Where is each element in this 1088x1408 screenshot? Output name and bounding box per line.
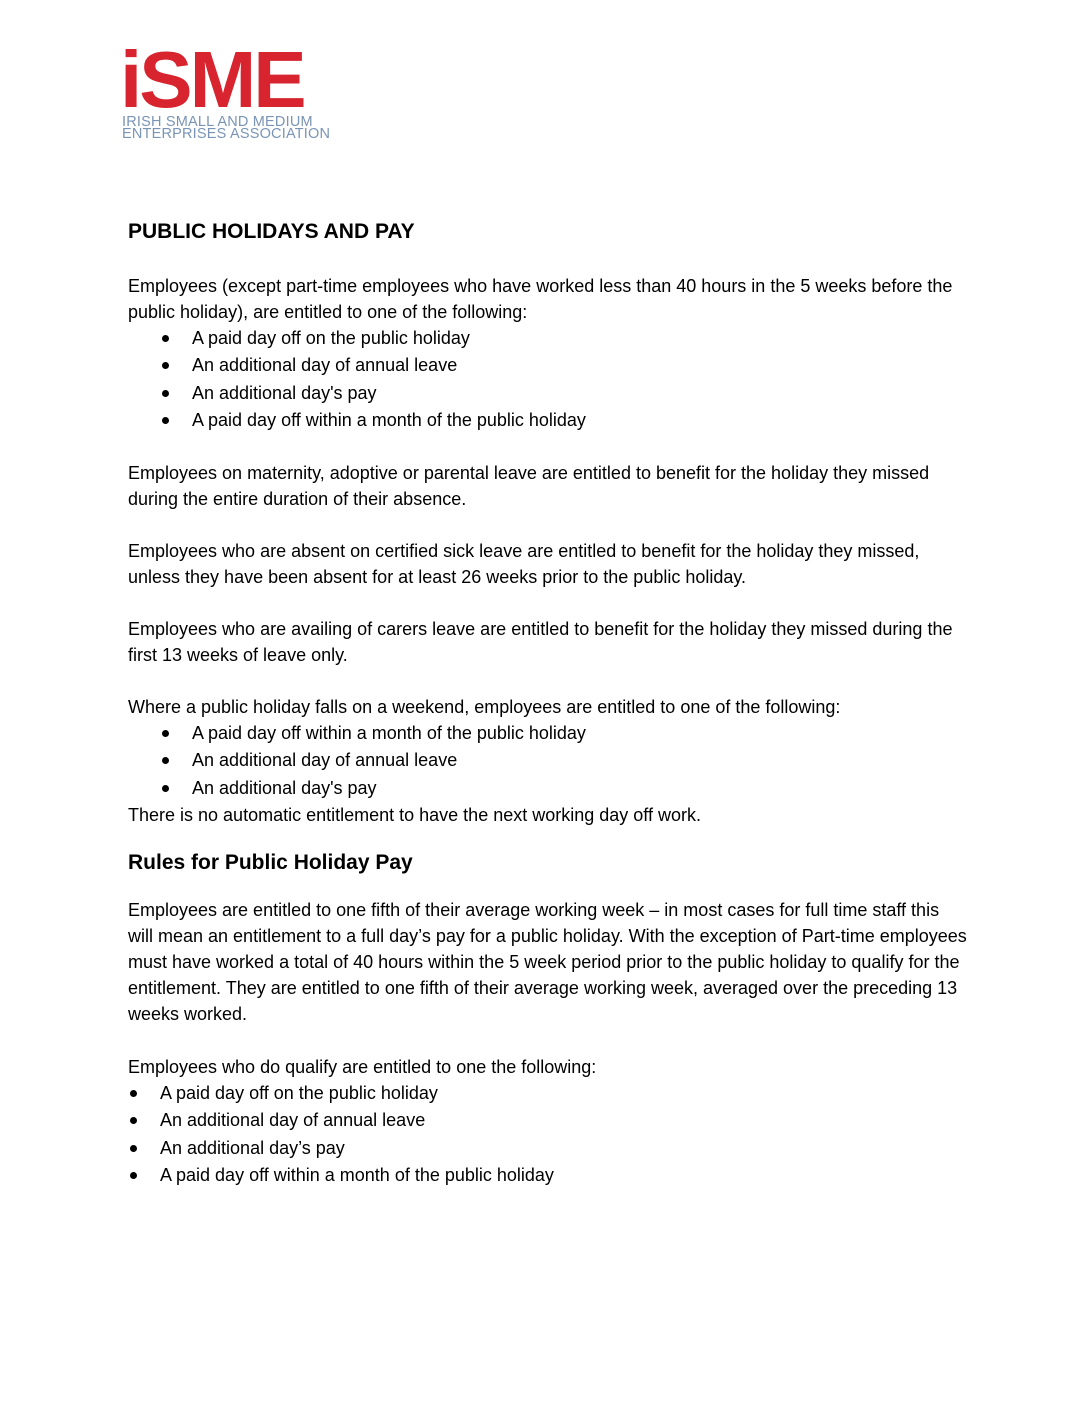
bullet-icon [130,1090,137,1097]
bullet-icon [162,785,169,792]
weekend-note: There is no automatic entitlement to have the next working day off work. [128,805,701,825]
maternity-paragraph: Employees on maternity, adoptive or parental leave are entitled to benefit for the holiday they missed during the entire duration of their absence. [128,463,930,509]
bullet-icon [162,362,169,369]
bullet-icon [162,757,169,764]
bullet-icon [162,335,169,342]
carers-leave-paragraph: Employees who are availing of carers leave are entitled to benefit for the holiday they missed during the first 13 weeks of leave only. [128,619,953,665]
list-item: A paid day off within a month of the public holiday [128,1162,554,1189]
qualify-paragraph: Employees who do qualify are entitled to one the following: [128,1057,597,1077]
rules-paragraph: Employees are entitled to one fifth of their average working week – in most cases for full time staff this will mean an entitlement to a full day’s pay for a public holiday. With the exception of Part-time employees must have worked a total of 40 hours within the 5 week period prior to the public holiday to qualify for the entitlement. They are entitled to one fifth of their average working week, averaged over the preceding 13 weeks worked. [128,900,967,1024]
bullet-icon [162,730,169,737]
page-title: PUBLIC HOLIDAYS AND PAY [128,220,415,243]
list-item: An additional day's pay [128,380,586,407]
list-item: An additional day of annual leave [128,747,586,774]
qualify-bullet-list [128,1080,554,1189]
bullet-icon [130,1145,137,1152]
list-item: A paid day off within a month of the public holiday [128,407,586,434]
isme-logo [120,35,340,144]
intro-bullet-list [128,325,586,434]
bullet-icon [130,1117,137,1124]
intro-paragraph: Employees (except part-time employees who have worked less than 40 hours in the 5 weeks before the public holiday), are entitled to one of the following: [128,276,953,322]
logo-wordmark: iSME [120,35,304,124]
list-item: An additional day's pay [128,775,586,802]
list-item: A paid day off on the public holiday [128,1080,554,1107]
list-item: An additional day of annual leave [128,1107,554,1134]
list-item: An additional day’s pay [128,1135,554,1162]
weekend-paragraph: Where a public holiday falls on a weekend, employees are entitled to one of the following: [128,697,841,717]
logo-subtitle: IRISH SMALL AND MEDIUM ENTERPRISES ASSOCIATION [122,114,331,142]
bullet-icon [162,417,169,424]
list-item: A paid day off on the public holiday [128,325,586,352]
list-item: An additional day of annual leave [128,352,586,379]
bullet-icon [162,390,169,397]
bullet-icon [130,1172,137,1179]
sick-leave-paragraph: Employees who are absent on certified sick leave are entitled to benefit for the holiday they missed, unless they have been absent for at least 26 weeks prior to the public holiday. [128,541,920,587]
list-item: A paid day off within a month of the public holiday [128,720,586,747]
rules-heading: Rules for Public Holiday Pay [128,851,413,874]
weekend-bullet-list [128,720,586,802]
